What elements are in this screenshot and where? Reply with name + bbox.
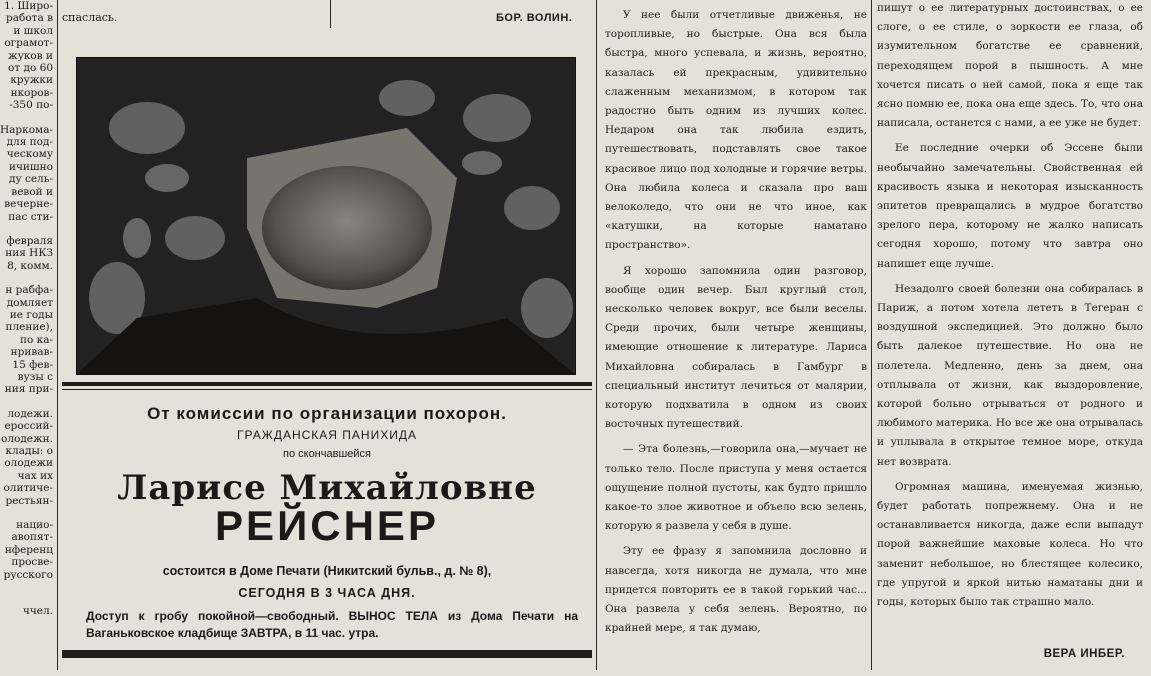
left-fragment-line: олодежи — [4, 457, 53, 470]
notice-top-bar — [62, 382, 592, 386]
left-fragment-line: ичишно — [8, 160, 53, 173]
article-paragraph: пишут о ее литературных достоинствах, о ее слоге, о ее стиле, о зоркости ее глаза, об изумительном богатстве ее сравнений, переходящем порой в пышность. А мне хочется писать о ней самой, пока я еще так ясно помню ее, пока она еще здесь. То, что она написала, останется с нами, а ее уже не будет. — [877, 2, 1143, 130]
article-paragraph: Огромная машина, именуемая жизнью, будет работать попрежнему. Она и не останавливается никогда, даже если выпадут порой важнейшие маховые колеса. Но что заменит небольшое, но блестящее колесико, где упругой и яркой нитью наматаны дни и годы, которых было так страшно мало. — [877, 480, 1143, 609]
left-fragment-line: вузы с — [17, 370, 53, 383]
article-column-3 — [877, 0, 1143, 669]
article-paragraph: Я хорошо запомнила один разговор, вообще один вечер. Был круглый стол, несколько человек вокруг, все были веселы. Среди прочих, были четыре женщины, имеющие отношение к литературе. Лариса Михайловна собиралась в Гамбург в специальный институт лечиться от малярии, которую подхватила в одном из своих восточных путешествий. — [605, 264, 867, 431]
article-paragraph: Эту ее фразу я запомнила дословно и навсегда, хотя никогда не думала, что мне придется повторить ее в такой горький час... Она развела у себя зелень. Вероятно, по крайней мере, я так думаю, — [605, 545, 867, 635]
notice-bottom-bar — [62, 650, 592, 658]
article-paragraph: У нее были отчетливые движенья, не торопливые, но быстрые. Она вся была быстра, много успевала, и жизнь, вероятно, казалась ей прекрасным, удивительно слаженным механизмом, в котором так радостно быть одним из лучших колес. Недаром она так любила ездить, путешествовать, подставлять свое такое красивое лицо под холодные и горячие ветры. Она любила колеса и сказала про ваш велоколедо, что они не что иное, как «катушки, на которые наматано пространство». — [605, 9, 867, 252]
left-fragment-line: ния при- — [4, 383, 53, 396]
left-fragment-line: лодежи. — [7, 407, 53, 420]
left-fragment-line: и школ — [13, 24, 53, 37]
left-fragment-line: нацио- — [16, 519, 53, 532]
deceased-line: по скончавшейся — [283, 448, 371, 460]
left-fragment-line: ду сель- — [8, 173, 53, 186]
left-fragment-line: жуков и — [8, 49, 53, 62]
left-fragment-line: Наркомa- — [0, 123, 53, 136]
left-fragment-line — [0, 396, 55, 408]
left-fragment-line: рестьян- — [5, 494, 53, 507]
article-paragraph: Незадолго своей болезни она собиралась в Париж, а потом хотела лететь в Тегеран с воздушной экспедицией. Это должно было быть далекое путешествие. Но она не полетела. Медленно, день за днем, она отплывала от жизни, как выздоровление, которой больно отрываться от родного и любимого материка. Но все же она отрывалась и уплывала в открытое темное море, откуда нет возврата. — [877, 282, 1143, 468]
left-fragment-line: ния НКЗ — [5, 247, 53, 260]
left-fragment-line: ччел. — [22, 605, 53, 618]
left-fragment-line: н рабфа- — [5, 284, 53, 297]
left-fragment-line: ие годы — [9, 308, 53, 321]
left-fragment-line: авопят- — [11, 531, 53, 544]
column-divider — [871, 0, 872, 670]
article-column-2 — [605, 6, 867, 676]
left-fragment-line: пас сти- — [8, 210, 53, 223]
left-fragment-line: еросcий- — [4, 420, 53, 433]
top-fragment-line — [62, 3, 592, 25]
left-fragment-line — [0, 593, 55, 605]
time-line: СЕГОДНЯ В 3 ЧАСА ДНЯ. — [238, 586, 416, 600]
access-line: Доступ к гробу покойной—свободный. ВЫНОС ТЕЛА из Дома Печати на Ваганьковское кладбище ЗАВТРА, в 11 час. утра. — [86, 609, 578, 640]
deceased-surname: РЕЙСНЕР — [215, 502, 439, 549]
left-fragment-line: просве- — [11, 556, 53, 569]
top-divider — [330, 0, 331, 28]
author-signature-2: ВЕРА ИНБЕР. — [1043, 648, 1125, 660]
left-fragment-line: по ка- — [19, 333, 53, 346]
left-fragment-line: февраля — [6, 234, 53, 247]
notice-heading: От комиссии по организации похорон. — [147, 404, 507, 423]
funeral-photo-image — [77, 58, 575, 374]
left-fragment-line — [0, 581, 55, 593]
left-fragment-column — [0, 0, 55, 670]
left-fragment-line: 8, комм. — [7, 259, 53, 272]
left-fragment-line: кружки — [10, 74, 53, 87]
left-fragment-line: нференц — [4, 543, 53, 556]
left-fragment-line: домляет — [6, 296, 53, 309]
venue-line: состоится в Доме Печати (Никитский бульв., д. № 8), — [162, 564, 492, 578]
top-fragment-3: спаслась. — [62, 11, 118, 24]
funeral-notice-column — [62, 0, 592, 670]
left-fragment-line: вевой и — [11, 185, 53, 198]
deceased-name: Ларисе Михайловне — [117, 468, 537, 508]
author-signature-1: БОР. ВОЛИН. — [496, 12, 573, 24]
left-fragment-line: пление), — [5, 321, 53, 334]
memorial-service-line: ГРАЖДАНСКАЯ ПАНИХИДА — [237, 428, 417, 442]
left-fragment-line: -350 по- — [9, 99, 53, 112]
left-fragment-line: ческому — [6, 148, 53, 161]
article-paragraph: — Эта болезнь,—говорила она,—мучает не только тело. После приступа у меня остается ощущение полной пустоты, как будто пришло какое-то злое животное и объело всю зелень, которую я развела у себя в душе. — [605, 443, 867, 533]
left-fragment-line: нривав- — [10, 346, 53, 359]
left-fragment-line — [0, 507, 55, 519]
left-fragment-line: клады: о — [5, 445, 53, 457]
left-fragment-line: чах их — [17, 469, 53, 482]
left-fragment-line: от до 60 — [8, 62, 53, 75]
left-fragment-line: русского — [3, 568, 53, 581]
left-fragment-line — [0, 223, 55, 235]
column-divider — [596, 0, 597, 670]
left-fragment-line — [0, 112, 55, 124]
left-fragment-line: 15 фев- — [12, 358, 53, 371]
column-divider — [57, 0, 58, 670]
left-fragment-line: олитиче- — [3, 482, 53, 495]
article-paragraph: Ее последние очерки об Эссене были необычайно замечательны. Свойственная ей красивость языка и некоторая изысканность эпитетов превращались в мудрое богатство зрелого пера, которому не жалко написать сегодня хорошо, потому что завтра оно напишет еще лучше. — [877, 142, 1143, 270]
left-fragment-line: 1. Шиpo- — [4, 0, 53, 12]
notice-top-rule — [62, 389, 592, 390]
left-fragment-line: олодежн. — [1, 432, 53, 445]
left-fragment-line — [0, 272, 55, 284]
left-fragment-line: работа в — [6, 12, 53, 25]
left-fragment-line: ограмот- — [4, 37, 53, 50]
left-fragment-line: нкоров- — [10, 86, 53, 99]
left-fragment-line: для под- — [6, 136, 53, 149]
funeral-photo — [76, 57, 576, 375]
left-fragment-line: вечерне- — [4, 198, 53, 211]
